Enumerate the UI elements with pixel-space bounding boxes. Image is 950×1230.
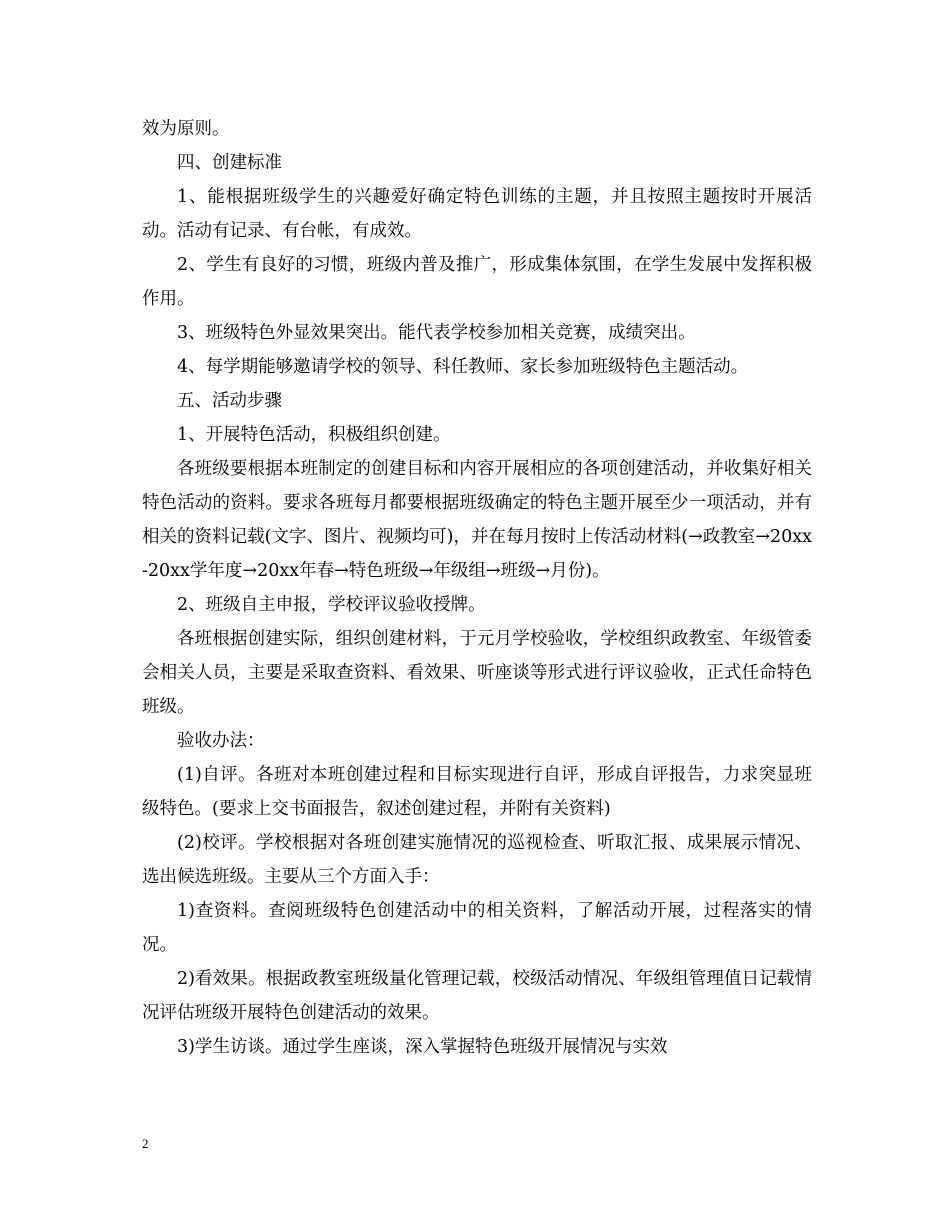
paragraph-15: 1)查资料。查阅班级特色创建活动中的相关资料，了解活动开展，过程落实的情况。 [142,901,812,955]
paragraph-10: 2、班级自主申报，学校评议验收授牌。 [177,595,486,615]
paragraph-13: (1)自评。各班对本班创建过程和目标实现进行自评，形成自评报告，力求突显班级特色。(要求上交书面报告，叙述创建过程，并附有关资料) [142,765,812,819]
paragraph-14: (2)校评。学校根据对各班创建实施情况的巡视检查、听取汇报、成果展示情况、选出候选班级。主要从三个方面入手： [142,833,812,887]
paragraph-3: 1、能根据班级学生的兴趣爱好确定特色训练的主题，并且按照主题按时开展活动。活动有记录、有台帐，有成效。 [142,187,812,241]
paragraph-1: 效为原则。 [142,119,230,139]
page-number: 2 [142,1136,149,1151]
section-heading-activity-steps: 五、活动步骤 [177,391,282,411]
paragraph-4: 2、学生有良好的习惯，班级内普及推广，形成集体氛围，在学生发展中发挥积极作用。 [142,255,812,309]
document-body [142,112,812,1064]
paragraph-11: 各班根据创建实际，组织创建材料，于元月学校验收，学校组织政教室、年级管委会相关人员，主要是采取查资料、看效果、听座谈等形式进行评议验收，正式任命特色班级。 [142,629,812,717]
paragraph-16: 2)看效果。根据政教室班级量化管理记载，校级活动情况、年级组管理值日记载情况评估班级开展特色创建活动的效果。 [142,969,812,1023]
acceptance-methods-heading: 验收办法： [177,731,265,751]
paragraph-17: 3)学生访谈。通过学生座谈，深入掌握特色班级开展情况与实效 [177,1037,668,1057]
paragraph-9: 各班级要根据本班制定的创建目标和内容开展相应的各项创建活动，并收集好相关特色活动的资料。要求各班每月都要根据班级确定的特色主题开展至少一项活动，并有相关的资料记载(文字、图片、视频均可)，并在每月按时上传活动材料(→政教室→20xx-20xx学年度→20xx年春→特色班级→年级组→班级→月份)。 [142,459,812,581]
paragraph-5: 3、班级特色外显效果突出。能代表学校参加相关竞赛，成绩突出。 [177,323,696,343]
section-heading-creation-standards: 四、创建标准 [177,153,282,173]
paragraph-6: 4、每学期能够邀请学校的领导、科任教师、家长参加班级特色主题活动。 [177,357,749,377]
paragraph-8: 1、开展特色活动，积极组织创建。 [177,425,451,445]
